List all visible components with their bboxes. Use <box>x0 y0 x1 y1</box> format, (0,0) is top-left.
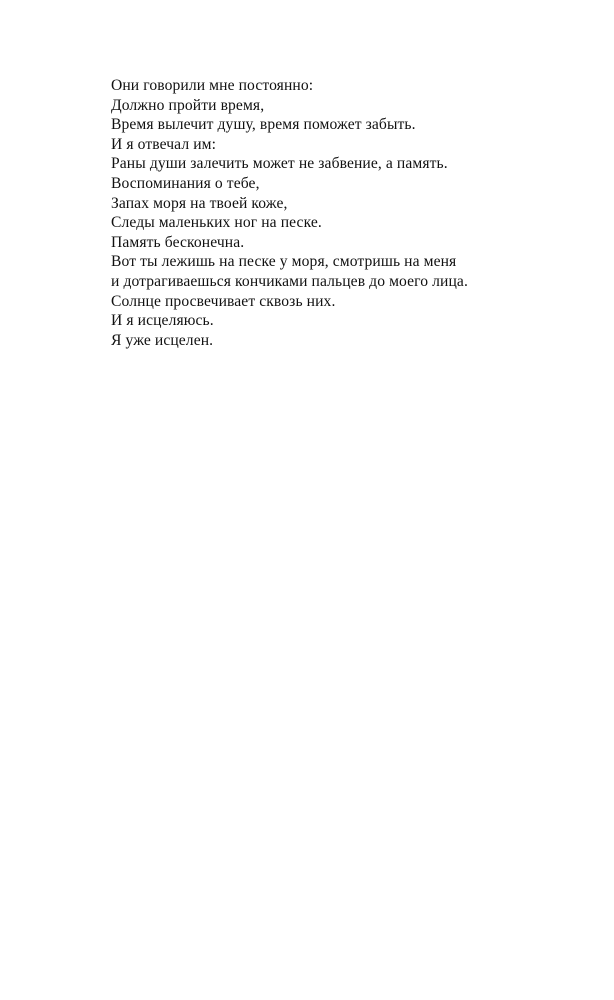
poem-line: Они говорили мне постоянно: <box>111 77 314 94</box>
poem-line: Воспоминания о тебе, <box>111 174 260 192</box>
poem-line: Вот ты лежишь на песке у моря, смотришь на меня <box>111 253 457 271</box>
poem-line: Время вылечит душу, время поможет забыть. <box>111 116 416 134</box>
poem-line: Солнце просвечивает сквозь них. <box>111 292 336 310</box>
poem-line: Должно пройти время, <box>111 96 265 114</box>
poem-line: Запах моря на твоей коже, <box>111 194 288 212</box>
poem-line: и дотрагиваешься кончиками пальцев до моего лица. <box>111 272 468 290</box>
poem-line: Следы маленьких ног на песке. <box>111 214 322 232</box>
poem-line: Я уже исцелен. <box>111 331 214 349</box>
poem-line: Память бесконечна. <box>111 233 245 251</box>
poem-line: Раны души залечить может не забвение, а память. <box>111 155 448 173</box>
poem-text-block <box>111 76 591 350</box>
poem-line: И я отвечал им: <box>111 135 217 153</box>
poem-line: И я исцеляюсь. <box>111 312 214 330</box>
